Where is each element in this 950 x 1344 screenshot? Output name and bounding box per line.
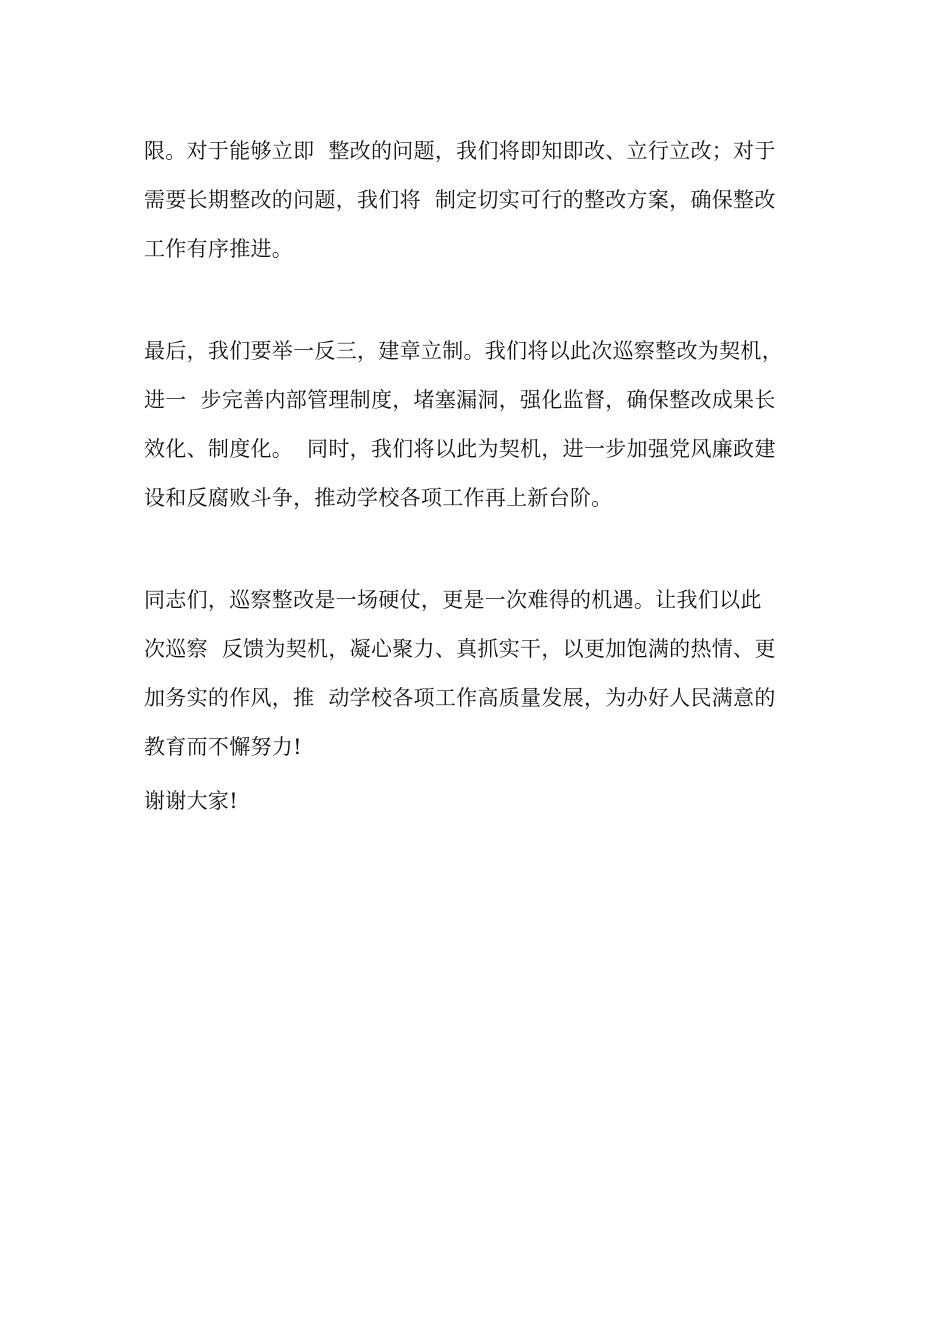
closing-line: 谢谢大家! xyxy=(144,789,238,813)
paragraph-1-line-2: 需要长期整改的问题，我们将 制定切实可行的整改方案，确保整改 xyxy=(144,188,776,212)
paragraph-3-line-2: 次巡察 反馈为契机，凝心聚力、真抓实干，以更加饱满的热情、更 xyxy=(144,637,776,661)
paragraph-2-line-3: 效化、制度化。 同时，我们将以此为契机，进一步加强党风廉政建 xyxy=(144,437,776,461)
paragraph-2-line-2: 进一 步完善内部管理制度，堵塞漏洞，强化监督，确保整改成果长 xyxy=(144,388,776,412)
paragraph-3-line-3: 加务实的作风，推 动学校各项工作高质量发展，为办好人民满意的 xyxy=(144,686,776,710)
paragraph-1-line-1: 限。对于能够立即 整改的问题，我们将即知即改、立行立改；对于 xyxy=(144,139,776,163)
paragraph-3-line-4: 教育而不懈努力! xyxy=(144,735,302,759)
paragraph-2-line-4: 设和反腐败斗争，推动学校各项工作再上新台阶。 xyxy=(144,486,613,510)
paragraph-3-line-1: 同志们，巡察整改是一场硬仗，更是一次难得的机遇。让我们以此 xyxy=(144,588,762,612)
paragraph-2-line-1: 最后，我们要举一反三，建章立制。我们将以此次巡察整改为契机， xyxy=(144,339,783,363)
paragraph-1-line-3: 工作有序推进。 xyxy=(144,237,294,261)
